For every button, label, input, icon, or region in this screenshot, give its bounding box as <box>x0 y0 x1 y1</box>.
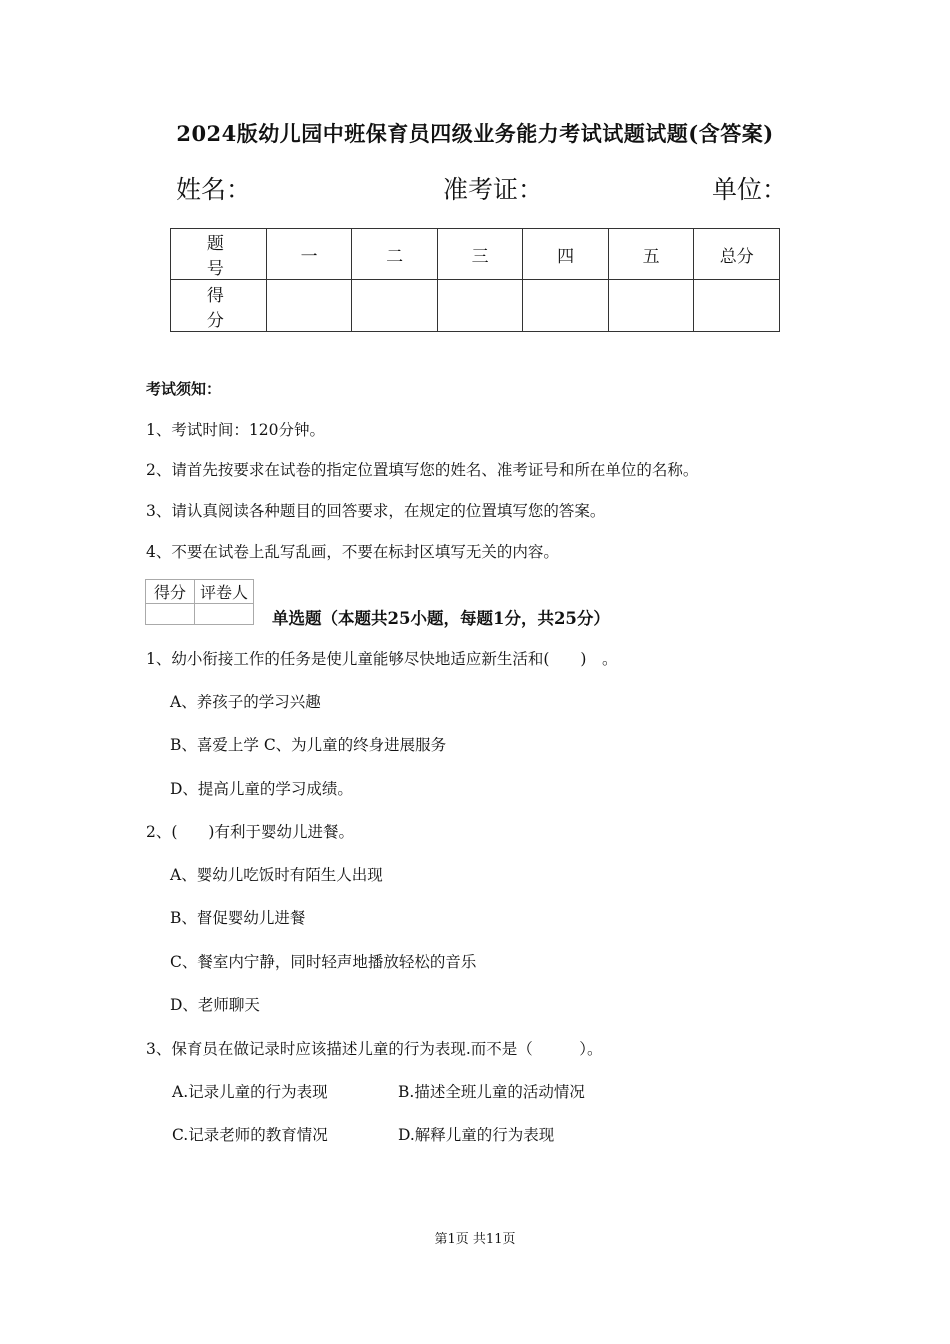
answer-option: A、婴幼儿吃饭时有陌生人出现 <box>170 866 383 884</box>
notice-item: 2、请首先按要求在试卷的指定位置填写您的姓名、准考证号和所在单位的名称。 <box>146 461 699 479</box>
page-title: 2024版幼儿园中班保育员四级业务能力考试试题试题(含答案) <box>176 121 774 146</box>
score-table-column: 二 <box>352 229 438 280</box>
score-table-score-label: 得 分 <box>171 280 267 332</box>
exam-id-label: 准考证： <box>443 175 544 204</box>
score-cell[interactable] <box>266 280 352 332</box>
answer-option: B、督促婴幼儿进餐 <box>170 909 306 927</box>
score-table-column: 五 <box>608 229 694 280</box>
answer-option: B、喜爱上学 C、为儿童的终身进展服务 <box>170 736 447 754</box>
notice-item: 4、不要在试卷上乱写乱画，不要在标封区填写无关的内容。 <box>146 543 559 561</box>
answer-option: D、老师聊天 <box>170 996 260 1014</box>
page-number: 第1页 共11页 <box>434 1232 516 1247</box>
answer-option: B.描述全班儿童的活动情况 <box>398 1083 585 1101</box>
grader-score-cell[interactable] <box>146 604 195 625</box>
score-cell[interactable] <box>352 280 438 332</box>
score-cell[interactable] <box>437 280 523 332</box>
answer-option: D.解释儿童的行为表现 <box>398 1126 555 1144</box>
name-label: 姓名： <box>176 175 252 204</box>
grader-name-label: 评卷人 <box>195 580 254 604</box>
question-text: 1、幼小衔接工作的任务是使儿童能够尽快地适应新生活和( ) 。 <box>146 650 618 668</box>
score-table-score-row <box>171 280 780 332</box>
grader-score-label: 得分 <box>146 580 195 604</box>
unit-label: 单位： <box>712 175 788 204</box>
answer-option: C、餐室内宁静，同时轻声地播放轻松的音乐 <box>170 953 477 971</box>
score-table-column: 三 <box>437 229 523 280</box>
score-table-column: 一 <box>266 229 352 280</box>
answer-option: D、提高儿童的学习成绩。 <box>170 780 353 798</box>
score-table-column: 四 <box>523 229 609 280</box>
notice-item: 3、请认真阅读各种题目的回答要求，在规定的位置填写您的答案。 <box>146 502 606 520</box>
score-table <box>170 228 780 332</box>
score-table-column: 总分 <box>694 229 780 280</box>
question-text: 3、保育员在做记录时应该描述儿童的行为表现.而不是（ ）。 <box>146 1040 603 1058</box>
section-title: 单选题（本题共25小题，每题1分，共25分） <box>272 609 610 628</box>
grader-name-cell[interactable] <box>195 604 254 625</box>
candidate-info-fields <box>0 170 950 206</box>
score-cell[interactable] <box>608 280 694 332</box>
answer-option: A.记录儿童的行为表现 <box>172 1083 328 1101</box>
notice-item: 1、考试时间：120分钟。 <box>146 421 325 439</box>
grader-box <box>145 579 254 625</box>
question-text: 2、( )有利于婴幼儿进餐。 <box>146 823 354 841</box>
score-table-header-label: 题 号 <box>171 229 267 280</box>
score-table-header-row <box>171 229 780 280</box>
notice-title: 考试须知： <box>146 380 222 398</box>
score-cell[interactable] <box>523 280 609 332</box>
answer-option: C.记录老师的教育情况 <box>172 1126 328 1144</box>
score-cell[interactable] <box>694 280 780 332</box>
answer-option: A、养孩子的学习兴趣 <box>170 693 321 711</box>
